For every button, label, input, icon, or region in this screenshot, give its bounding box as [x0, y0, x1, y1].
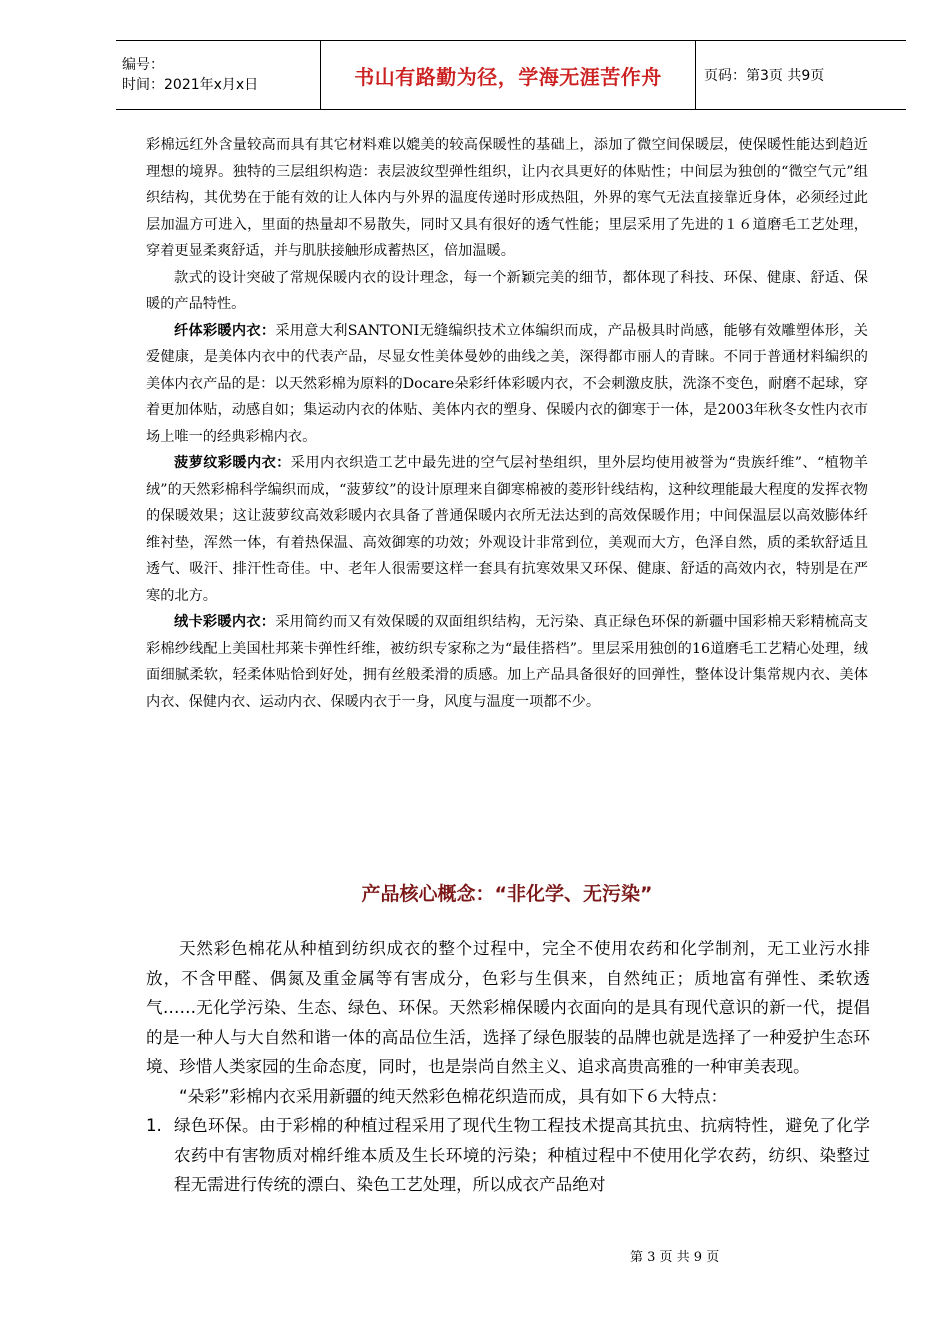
header-page-label: 页码：第3页 共9页 — [704, 68, 825, 84]
velvet-thermal-text: 采用简约而又有效保暖的双面组织结构，无污染、真正绿色环保的新疆中国彩棉天彩精梳高支彩棉纱线配上美国杜邦莱卡弹性纤维，被纺织专家称之为“最佳搭档”。里层采用独创的16道磨毛工艺精心处理，绒面细腻柔软，轻柔体贴恰到好处，拥有丝般柔滑的质感。加上产品具备很好的回弹性，整体设计集常规内衣、美体内衣、保健内衣、运动内衣、保暖内衣于一身，风度与温度一项都不少。 — [146, 614, 868, 710]
header-meta — [116, 41, 321, 109]
pineapple-thermal-title: 菠萝纹彩暖内衣： — [174, 455, 291, 471]
page-footer: 第 3 页 共 9 页 — [630, 1250, 720, 1265]
header-motto: 书山有路勤为径，学海无涯苦作舟 — [354, 64, 662, 89]
pineapple-thermal-text: 采用内衣织造工艺中最先进的空气层衬垫组织，里外层均使用被誉为“贵族纤维”、“植物羊绒”的天然彩棉科学编织而成，“菠萝纹”的设计原理来自御寒棉被的菱形针线结构，这种纹理能最大程度的发挥衣物的保暖效果；这让菠萝纹高效彩暖内衣具备了普通保暖内衣所无法达到的高效保暖作用；中间保温层以高效膨体纤维衬垫，浑然一体，有着热保温、高效御寒的功效；外观设计非常到位，美观而大方，色泽自然，质的柔软舒适且透气、吸汗、排汗性奇佳。中、老年人很需要这样一套具有抗寒效果又环保、健康、舒适的高效内衣，特别是在严寒的北方。 — [146, 455, 868, 604]
time-label: 时间：2021年x月x日 — [122, 77, 259, 93]
paragraph-slim-thermal — [146, 318, 868, 451]
number-label: 编号： — [122, 57, 164, 73]
slim-thermal-title: 纤体彩暖内衣： — [174, 322, 276, 339]
paragraph-2: 款式的设计突破了常规保暖内衣的设计理念，每一个新颖完美的细节，都体现了科技、环保、健康、舒适、保暖的产品特性。 — [146, 269, 868, 312]
velvet-thermal-title: 绒卡彩暖内衣： — [174, 614, 276, 630]
header-page-cell — [696, 41, 906, 109]
list-item-text: 绿色环保。由于彩棉的种植过程采用了现代生物工程技术提高其抗虫、抗病特性，避免了化学农药中有害物质对棉纤维本质及生长环境的污染；种植过程中不使用化学农药，纺织、染整过程无需进行传统的漂白、染色工艺处理，所以成衣产品绝对 — [174, 1116, 870, 1194]
section-body — [146, 934, 870, 1200]
paragraph-pineapple-thermal — [146, 450, 868, 609]
slim-thermal-text: 采用意大利SANTONI无缝编织技术立体编织而成，产品极具时尚感，能够有效雕塑体形，关爱健康，是美体内衣中的代表产品，尽显女性美体曼妙的曲线之美，深得都市丽人的青睐。不同于普通材料编织的美体内衣产品的是：以天然彩棉为原料的Docare朵彩纤体彩暖内衣，不会刺激皮肤，洗涤不变色，耐磨不起球，穿着更加体贴，动感自如；集运动内衣的体贴、美体内衣的塑身、保暖内衣的御寒于一体，是2003年秋冬女性内衣市场上唯一的经典彩棉内衣。 — [146, 322, 868, 445]
header-motto-cell — [321, 41, 696, 109]
list-item — [146, 1111, 870, 1200]
page-header — [116, 40, 906, 110]
paragraph-1: 彩棉远红外含量较高而具有其它材料难以媲美的较高保暖性的基础上，添加了微空间保暖层，使保暖性能达到趋近理想的境界。独特的三层组织构造：表层波纹型弹性组织，让内衣具更好的体贴性；中间层为独创的“微空气元”组织结构，其优势在于能有效的让人体内与外界的温度传递时形成热阻，外界的寒气无法直接靠近身体，必须经过此层加温方可进入，里面的热量却不易散失，同时又具有很好的透气性能；里层采用了先进的１６道磨毛工艺处理，穿着更显柔爽舒适，并与肌肤接触形成蓄热区，倍加温暖。 — [146, 137, 868, 259]
section-paragraph-2: “朵彩”彩棉内衣采用新疆的纯天然彩色棉花织造而成，具有如下６大特点： — [179, 1086, 728, 1106]
body-paragraphs — [146, 132, 868, 715]
section-paragraph-1: 天然彩色棉花从种植到纺织成衣的整个过程中，完全不使用农药和化学制剂，无工业污水排放，不含甲醛、偶氮及重金属等有害成分，色彩与生俱来，自然纯正；质地富有弹性、柔软透气……无化学污染、生态、绿色、环保。天然彩棉保暖内衣面向的是具有现代意识的新一代，提倡的是一种人与大自然和谐一体的高品位生活，选择了绿色服装的品牌也就是选择了一种爱护生态环境、珍惜人类家园的生命态度，同时，也是崇尚自然主义、追求高贵高雅的一种审美表现。 — [146, 939, 870, 1076]
section-title: 产品核心概念：“非化学、无污染” — [361, 883, 653, 905]
paragraph-velvet-thermal — [146, 609, 868, 715]
list-number: 1. — [146, 1116, 162, 1135]
